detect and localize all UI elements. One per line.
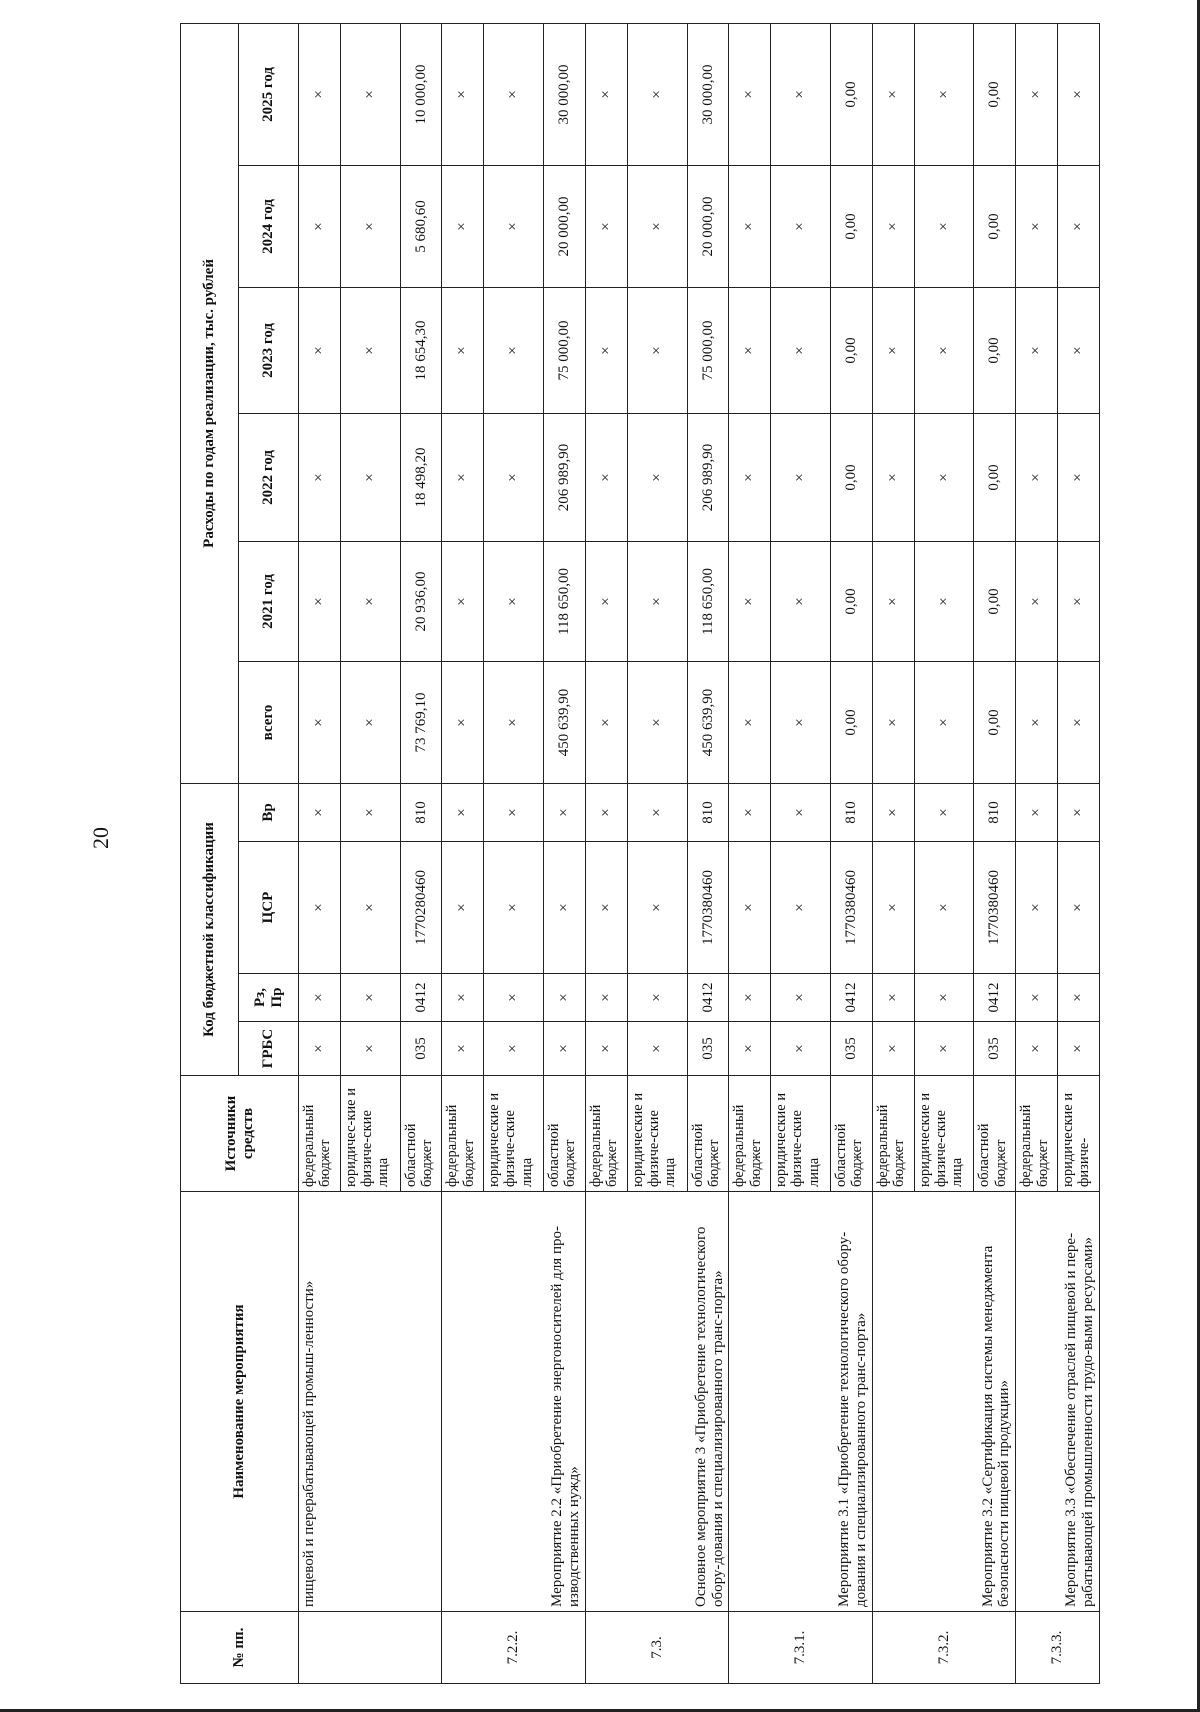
header-name: Наименование мероприятия xyxy=(181,1192,299,1612)
cell-rzpr: × xyxy=(484,974,544,1022)
cell-y2024: × xyxy=(627,165,687,287)
cell-y2025: × xyxy=(627,23,687,165)
cell-y2023: 75 000,00 xyxy=(544,287,586,413)
cell-rzpr: 0412 xyxy=(400,974,442,1022)
activity-name: Мероприятие 3.2 «Сертификация системы менеджмента безопасности пищевой продукции» xyxy=(872,1192,1015,1612)
cell-y2024: × xyxy=(299,165,341,287)
budget-table xyxy=(180,23,1100,1684)
cell-y2024: 0,00 xyxy=(974,165,1016,287)
table-row xyxy=(442,23,484,1683)
cell-csr: × xyxy=(1058,842,1100,974)
cell-vr: × xyxy=(914,783,974,841)
cell-total: × xyxy=(340,661,400,783)
cell-csr: × xyxy=(627,842,687,974)
cell-total: 0,00 xyxy=(974,661,1016,783)
cell-y2022: 206 989,90 xyxy=(687,413,729,541)
funding-source: федеральный бюджет xyxy=(729,1076,771,1192)
cell-total: 73 769,10 xyxy=(400,661,442,783)
table-row xyxy=(1016,23,1058,1683)
funding-source: областной бюджет xyxy=(974,1076,1016,1192)
cell-grbs: × xyxy=(299,1022,341,1076)
cell-total: × xyxy=(1058,661,1100,783)
cell-total: 0,00 xyxy=(831,661,873,783)
cell-y2025: × xyxy=(340,23,400,165)
cell-csr: × xyxy=(1016,842,1058,974)
cell-y2024: × xyxy=(442,165,484,287)
cell-csr: 1770280460 xyxy=(400,842,442,974)
cell-total: × xyxy=(729,661,771,783)
cell-y2025: × xyxy=(299,23,341,165)
row-number: 7.3. xyxy=(585,1612,728,1684)
cell-y2021: 0,00 xyxy=(974,541,1016,661)
activity-name: пищевой и перерабатывающей промыш-ленности» xyxy=(299,1192,442,1612)
cell-y2025: × xyxy=(771,23,831,165)
cell-y2023: 18 654,30 xyxy=(400,287,442,413)
header-grbs: ГРБС xyxy=(239,1022,299,1076)
cell-rzpr: × xyxy=(299,974,341,1022)
cell-y2023: × xyxy=(484,287,544,413)
cell-y2024: × xyxy=(729,165,771,287)
cell-y2022: × xyxy=(627,413,687,541)
cell-rzpr: × xyxy=(729,974,771,1022)
header-rzpr: Рз, Пр xyxy=(239,974,299,1022)
table-body xyxy=(299,23,1100,1683)
cell-grbs: × xyxy=(914,1022,974,1076)
cell-y2023: 0,00 xyxy=(831,287,873,413)
cell-rzpr: × xyxy=(1058,974,1100,1022)
cell-csr: 1770380460 xyxy=(974,842,1016,974)
cell-y2022: × xyxy=(484,413,544,541)
cell-rzpr: 0412 xyxy=(831,974,873,1022)
rotated-table-container xyxy=(180,24,1100,1684)
cell-y2022: 206 989,90 xyxy=(544,413,586,541)
header-2022: 2022 год xyxy=(239,413,299,541)
table-row xyxy=(729,23,771,1683)
cell-y2021: × xyxy=(340,541,400,661)
cell-y2023: × xyxy=(771,287,831,413)
cell-vr: × xyxy=(729,783,771,841)
cell-total: × xyxy=(442,661,484,783)
activity-name: Мероприятие 2.2 «Приобретение энергоносителей для про-изводственных нужд» xyxy=(442,1192,585,1612)
cell-y2025: 0,00 xyxy=(974,23,1016,165)
cell-csr: 1770380460 xyxy=(831,842,873,974)
cell-y2021: × xyxy=(442,541,484,661)
cell-y2022: × xyxy=(1058,413,1100,541)
header-expenses-group: Расходы по годам реализации, тыс. рублей xyxy=(181,23,239,783)
cell-grbs: × xyxy=(771,1022,831,1076)
cell-total: × xyxy=(872,661,914,783)
header-no: № пп. xyxy=(181,1612,299,1684)
cell-y2025: × xyxy=(442,23,484,165)
cell-y2023: 75 000,00 xyxy=(687,287,729,413)
cell-y2024: × xyxy=(585,165,627,287)
cell-y2025: 0,00 xyxy=(831,23,873,165)
funding-source: федеральный бюджет xyxy=(442,1076,484,1192)
cell-y2024: × xyxy=(771,165,831,287)
cell-csr: × xyxy=(914,842,974,974)
activity-name: Основное мероприятие 3 «Приобретение технологического обору-дования и специализированного транс-порта» xyxy=(585,1192,728,1612)
cell-y2024: × xyxy=(1058,165,1100,287)
cell-grbs: 035 xyxy=(974,1022,1016,1076)
cell-total: × xyxy=(484,661,544,783)
funding-source: областной бюджет xyxy=(544,1076,586,1192)
cell-y2021: × xyxy=(585,541,627,661)
funding-source: юридические и физиче-ские лица xyxy=(627,1076,687,1192)
cell-grbs: × xyxy=(585,1022,627,1076)
cell-y2023: × xyxy=(442,287,484,413)
cell-csr: 1770380460 xyxy=(687,842,729,974)
table-row xyxy=(299,23,341,1683)
cell-y2024: × xyxy=(1016,165,1058,287)
cell-y2022: 0,00 xyxy=(831,413,873,541)
cell-y2022: × xyxy=(340,413,400,541)
cell-rzpr: × xyxy=(340,974,400,1022)
cell-y2022: × xyxy=(914,413,974,541)
cell-y2023: × xyxy=(1016,287,1058,413)
funding-source: областной бюджет xyxy=(400,1076,442,1192)
cell-vr: 810 xyxy=(687,783,729,841)
cell-y2023: 0,00 xyxy=(974,287,1016,413)
header-vr: Вр xyxy=(239,783,299,841)
cell-total: 450 639,90 xyxy=(687,661,729,783)
funding-source: юридические и физиче-ские лица xyxy=(914,1076,974,1192)
cell-rzpr: × xyxy=(544,974,586,1022)
cell-rzpr: 0412 xyxy=(687,974,729,1022)
cell-grbs: 035 xyxy=(687,1022,729,1076)
cell-y2023: × xyxy=(914,287,974,413)
cell-y2022: 0,00 xyxy=(974,413,1016,541)
cell-vr: × xyxy=(1016,783,1058,841)
cell-y2024: × xyxy=(872,165,914,287)
header-2021: 2021 год xyxy=(239,541,299,661)
cell-total: 450 639,90 xyxy=(544,661,586,783)
cell-csr: × xyxy=(544,842,586,974)
cell-y2021: 118 650,00 xyxy=(544,541,586,661)
cell-rzpr: × xyxy=(771,974,831,1022)
header-2023: 2023 год xyxy=(239,287,299,413)
cell-y2021: × xyxy=(872,541,914,661)
cell-grbs: 035 xyxy=(400,1022,442,1076)
cell-y2021: × xyxy=(299,541,341,661)
cell-y2021: × xyxy=(627,541,687,661)
cell-y2025: × xyxy=(872,23,914,165)
cell-vr: × xyxy=(484,783,544,841)
row-number: 7.2.2. xyxy=(442,1612,585,1684)
cell-y2024: 20 000,00 xyxy=(687,165,729,287)
cell-y2025: × xyxy=(585,23,627,165)
cell-y2023: × xyxy=(729,287,771,413)
cell-y2025: × xyxy=(1058,23,1100,165)
cell-y2025: × xyxy=(1016,23,1058,165)
cell-y2024: × xyxy=(340,165,400,287)
cell-total: × xyxy=(585,661,627,783)
cell-y2025: 30 000,00 xyxy=(544,23,586,165)
header-2025: 2025 год xyxy=(239,23,299,165)
funding-source: областной бюджет xyxy=(831,1076,873,1192)
funding-source: федеральный бюджет xyxy=(585,1076,627,1192)
funding-source: федеральный бюджет xyxy=(1016,1076,1058,1192)
cell-grbs: × xyxy=(627,1022,687,1076)
cell-vr: × xyxy=(299,783,341,841)
table-row xyxy=(872,23,914,1683)
cell-rzpr: × xyxy=(872,974,914,1022)
funding-source: юридические и физиче- xyxy=(1058,1076,1100,1192)
cell-total: × xyxy=(299,661,341,783)
cell-y2022: × xyxy=(771,413,831,541)
cell-grbs: × xyxy=(484,1022,544,1076)
cell-y2024: × xyxy=(914,165,974,287)
cell-csr: × xyxy=(585,842,627,974)
header-source: Источники средств xyxy=(181,1076,299,1192)
cell-csr: × xyxy=(729,842,771,974)
header-csr: ЦСР xyxy=(239,842,299,974)
cell-total: × xyxy=(627,661,687,783)
row-number xyxy=(299,1612,442,1684)
cell-vr: × xyxy=(340,783,400,841)
cell-grbs: × xyxy=(872,1022,914,1076)
cell-csr: × xyxy=(299,842,341,974)
cell-y2022: × xyxy=(872,413,914,541)
cell-vr: × xyxy=(627,783,687,841)
cell-grbs: × xyxy=(1016,1022,1058,1076)
cell-y2025: × xyxy=(484,23,544,165)
cell-vr: × xyxy=(585,783,627,841)
cell-y2021: × xyxy=(1016,541,1058,661)
cell-vr: × xyxy=(872,783,914,841)
header-code-group: Код бюджетной классификации xyxy=(181,783,239,1075)
cell-y2023: × xyxy=(340,287,400,413)
cell-rzpr: × xyxy=(627,974,687,1022)
cell-grbs: × xyxy=(1058,1022,1100,1076)
cell-y2021: 20 936,00 xyxy=(400,541,442,661)
cell-y2021: × xyxy=(1058,541,1100,661)
cell-rzpr: 0412 xyxy=(974,974,1016,1022)
cell-vr: 810 xyxy=(400,783,442,841)
cell-csr: × xyxy=(442,842,484,974)
cell-y2021: × xyxy=(771,541,831,661)
header-total: всего xyxy=(239,661,299,783)
cell-vr: × xyxy=(442,783,484,841)
cell-vr: × xyxy=(771,783,831,841)
funding-source: федеральный бюджет xyxy=(872,1076,914,1192)
cell-y2025: 10 000,00 xyxy=(400,23,442,165)
funding-source: юридические и физиче-ские лица xyxy=(484,1076,544,1192)
cell-vr: 810 xyxy=(831,783,873,841)
cell-y2025: × xyxy=(914,23,974,165)
row-number: 7.3.1. xyxy=(729,1612,872,1684)
cell-csr: × xyxy=(340,842,400,974)
cell-y2022: × xyxy=(299,413,341,541)
row-number: 7.3.3. xyxy=(1016,1612,1100,1684)
cell-rzpr: × xyxy=(914,974,974,1022)
funding-source: областной бюджет xyxy=(687,1076,729,1192)
cell-y2025: × xyxy=(729,23,771,165)
cell-grbs: × xyxy=(544,1022,586,1076)
cell-y2022: × xyxy=(442,413,484,541)
cell-y2021: 118 650,00 xyxy=(687,541,729,661)
cell-vr: 810 xyxy=(974,783,1016,841)
cell-y2022: × xyxy=(1016,413,1058,541)
cell-rzpr: × xyxy=(442,974,484,1022)
cell-vr: × xyxy=(1058,783,1100,841)
funding-source: юридичес-кие и физиче-ские лица xyxy=(340,1076,400,1192)
cell-csr: × xyxy=(771,842,831,974)
cell-y2022: × xyxy=(729,413,771,541)
cell-y2021: × xyxy=(484,541,544,661)
cell-y2021: × xyxy=(729,541,771,661)
funding-source: федеральный бюджет xyxy=(299,1076,341,1192)
cell-y2023: × xyxy=(585,287,627,413)
header-2024: 2024 год xyxy=(239,165,299,287)
cell-grbs: 035 xyxy=(831,1022,873,1076)
cell-vr: × xyxy=(544,783,586,841)
cell-rzpr: × xyxy=(1016,974,1058,1022)
row-number: 7.3.2. xyxy=(872,1612,1015,1684)
cell-y2023: × xyxy=(627,287,687,413)
cell-y2024: × xyxy=(484,165,544,287)
cell-grbs: × xyxy=(442,1022,484,1076)
cell-y2024: 0,00 xyxy=(831,165,873,287)
activity-name: Мероприятие 3.3 «Обеспечение отраслей пищевой и пере-рабатывающей промышленности трудо-выми ресурсами» xyxy=(1016,1192,1100,1612)
cell-y2024: 5 680,60 xyxy=(400,165,442,287)
cell-total: × xyxy=(914,661,974,783)
cell-total: × xyxy=(771,661,831,783)
funding-source: юридические и физиче-ские лица xyxy=(771,1076,831,1192)
cell-rzpr: × xyxy=(585,974,627,1022)
cell-y2023: × xyxy=(1058,287,1100,413)
cell-y2022: × xyxy=(585,413,627,541)
page-number: 20 xyxy=(88,827,113,849)
activity-name: Мероприятие 3.1 «Приобретение технологического обору-дования и специализированного транс-порта» xyxy=(729,1192,872,1612)
cell-csr: × xyxy=(872,842,914,974)
cell-y2025: 30 000,00 xyxy=(687,23,729,165)
cell-y2023: × xyxy=(872,287,914,413)
cell-grbs: × xyxy=(340,1022,400,1076)
table-row xyxy=(585,23,627,1683)
cell-y2023: × xyxy=(299,287,341,413)
cell-y2021: 0,00 xyxy=(831,541,873,661)
cell-grbs: × xyxy=(729,1022,771,1076)
cell-y2022: 18 498,20 xyxy=(400,413,442,541)
cell-total: × xyxy=(1016,661,1058,783)
cell-y2021: × xyxy=(914,541,974,661)
cell-y2024: 20 000,00 xyxy=(544,165,586,287)
cell-csr: × xyxy=(484,842,544,974)
